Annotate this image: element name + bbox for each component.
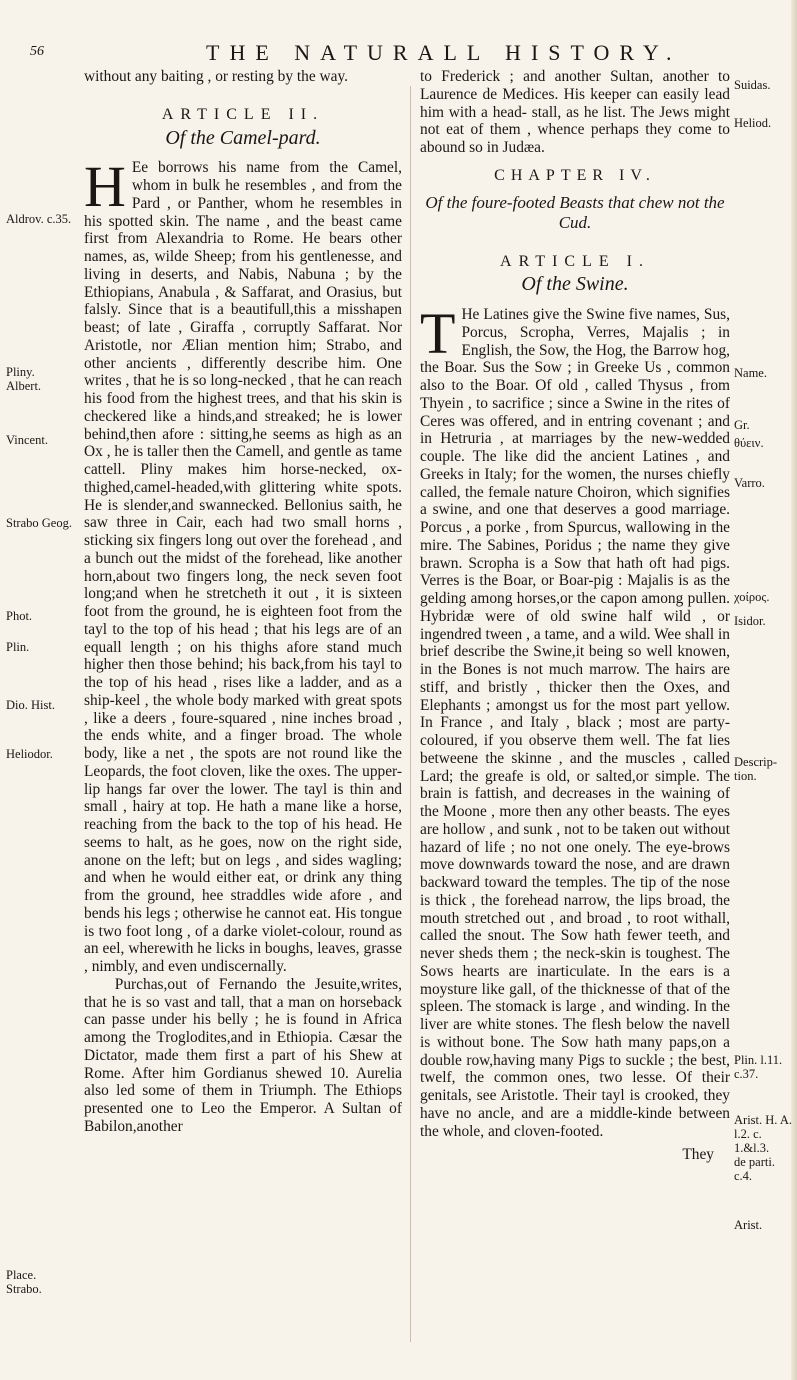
margin-note: Phot. [6,609,33,623]
margin-note: Gr. [734,418,750,432]
margin-note: Plin. [6,640,30,654]
margin-note: Place. Strabo. [6,1268,42,1296]
margin-note: Plin. l.11. c.37. [734,1053,783,1081]
margin-note: Strabo Geog. [6,516,72,530]
left-opening-text: without any baiting , or resting by the way. [84,68,349,85]
drop-cap: T [420,301,456,366]
margin-note: Heliod. [734,116,772,130]
article-heading: ARTICLE I. [500,252,650,270]
margin-note: Heliodor. [6,747,53,761]
margin-note: Pliny. Albert. [6,365,42,393]
right-opening-text: to Frederick ; and another Sultan, another to Laurence de Medices. His keeper can easily lead him with a head- stall, as he list. The Jews might not eat of them , whence perhaps they come to abound so in Judæa. [420,68,730,156]
body-paragraph: Purchas,out of Fernando the Jesuite,writes, that he is so vast and tall, that a man on horseback can passe under his belly ; he is found in Africa among the Troglodites,and in Ethiopia. Cæsar the Dictator, made them first a part of his Shew at Rome. After him Gordianus shewed 10. Aurelia also led some of them in Triumph. The Ethiops presented one to Leo the Emperor. A Sultan of Babilon,another [84,975,402,1135]
catchword: They [682,1146,714,1164]
article-heading: ARTICLE II. [161,105,325,123]
margin-note: θύειν. [734,436,764,450]
margin-note: Name. [734,366,767,380]
right-column [420,68,730,1164]
margin-note: Descrip-tion. [734,755,778,783]
margin-note: Arist. H. A. l.2. c. 1.&l.3. [734,1113,792,1155]
margin-note: Suidas. [734,78,771,92]
margin-note: Aldrov. c.35. [6,212,72,226]
left-column [84,68,402,1136]
margin-note: Dio. Hist. [6,698,55,712]
article-subtitle: Of the Swine. [521,273,629,296]
chapter-subtitle: Of the foure-footed Beasts that chew not the Cud. [425,192,725,232]
margin-note: Varro. [734,476,765,490]
drop-cap: H [84,154,126,220]
body-paragraph: He Latines give the Swine five names, Sus, Porcus, Scropha, Verres, Majalis ; in English, the Sow, the Hog, the Barrow hog, the Boar. Sus the Sow ; in Greeke Us , common also to the Boar. Of old , called Thysus , from Thyein , to sacrifice ; since a Swine in the rites of Ceres was offered, and in entring covenant ; and in Hetruria , at marriages by the new-wedded couple. The like did the ancient Latines , and Greeks in Italy; for the women, the nurses chiefly called, the female nature Choiron, which signifies a swine, and one that deserves a good marriage. Porcus , a porke , from Spurcus, wallowing in the mire. The Sabines, Poridus ; the name they give brawn. Scropha is a Sow that hath oft had pigs. Verres is the Boar, or Boar-pig : Majalis is as the gelding among horses,or the capon among pullen. Hybridæ were of old swine half wild , or ingendred tween , a tame, and a wild. Wee shall in brief describe the Swine,it being so well knowen, in the Bones is not much marrow. The hairs are stiff, and bristly , thicker then the Oxes, and Elephants ; amongst us for the most part yellow. In France , and Italy , black ; most are party-coloured, if you observe them well. The fat lies betweene the skinne , and the muscles , called Lard; the greafe is old, or salted,or simple. The brain is fattish, and decreases in the waining of the Moone , more then any other beasts. The eyes are hollow , and sunk , not to be taken out without hazard of life ; no not one onely. The eye-brows move downwards toward the nose, and are drawn backward toward the temples. The tip of the nose is thick , the forehead narrow, the lips broad, the mouth stretched out , and broad , to root withall, called the snout. The Sow hath fewer teeth, and never sheds them ; the neck-skin is toughest. The Sows hearts are inarticulate. In the ears is a moysture like gall, of the thicknesse of that of the spleen. The stomack is large , and winding. In the liver are white stones. The flesh below the navell is without bone. The Sow hath many paps,on a double row,having many Pigs to suckle ; the best, twelf, the common ones, two lesse. Of their genitals, see Aristotle. Their tayl is crooked, they have no ancle, and are a middle-kinde between the whole, and cloven-footed. [420,306,730,1140]
page-number: 56 [30,44,44,59]
chapter-heading: CHAPTER IV. [494,166,656,184]
body-paragraph: Ee borrows his name from the Camel, whom in bulk he resembles , and from the Pard , or Panther, whom he resembles in his spotted skin. The name , and the beast came first from Alexandria to Rome. He bears other names, as, wilde Sheep; from his gentlenesse, and living in deserts, and Nabis, Nabuna ; by the Ethiopians, Anabula , & Saffarat, and Orasius, but falsly. Since that is a beautifull,this a misshapen beast; of late , Giraffa , corruptly Saffarat. Nor Aristotle, nor Ælian mention him; Strabo, and other ancients , differently describe him. One writes , that he is so long-necked , that he can reach his food from the highest trees, and that his skin is checkered like a hinds,and streaked; he is lower behind,then afore : sitting,he seems as high as an Ox , he is taller then the Camell, and gentle as tame cattell. Pliny makes him horse-necked, ox-thighed,camel-headed,with glittering white spots. He is slender,and swannecked. Bellonius saith, he saw three in Cair, each had two small horns , sticking six fingers long out over the forehead , and a bunch out the midst of the forehead, like another horn,about two fingers long, the neck seven foot long;and when he stretcheth it out , it is sixteen foot from the ground, he is eighteen foot from the tayl to the top of his head ; that his legs are of an equall length ; on his thighs afore stand much higher then those behind; his back,from his tayl to the top of his head , rises like a ladder, and as a ship-keel , the whole body marked with great spots , like a deers , foure-squared , nine inches broad , the ends white, and a finger broad. The whole body, like a net , the spots are not round like the Leopards, the foot cloven, like the oxes. The upper-lip hangs far over the lower. The tayl is thin and small , hairy at top. He hath a mane like a horse, reaching from the back to the top of his head. He seems to halt, as he goes, now on the right side, anone on the left; but on legs , and sides wagling; and when he would either eat, or drink any thing from the ground, hee straddles wide afore , and bends his legs ; otherwise he cannot eat. His tongue is two foot long , of a darke violet-colour, round as an eel, wherewith he licks in boughs, leaves, grasse , nimbly, and even undiscernally. [84,159,403,975]
margin-note: Isidor. [734,614,766,628]
margin-note: Vincent. [6,433,48,447]
article-subtitle: Of the Camel-pard. [165,126,321,149]
margin-note: Arist. [734,1218,763,1232]
margin-note: de parti. c.4. [734,1155,775,1183]
running-title: THE NATURALL HISTORY. [206,40,682,65]
column-divider [410,86,411,1342]
margin-note: χοίρος. [734,590,770,604]
